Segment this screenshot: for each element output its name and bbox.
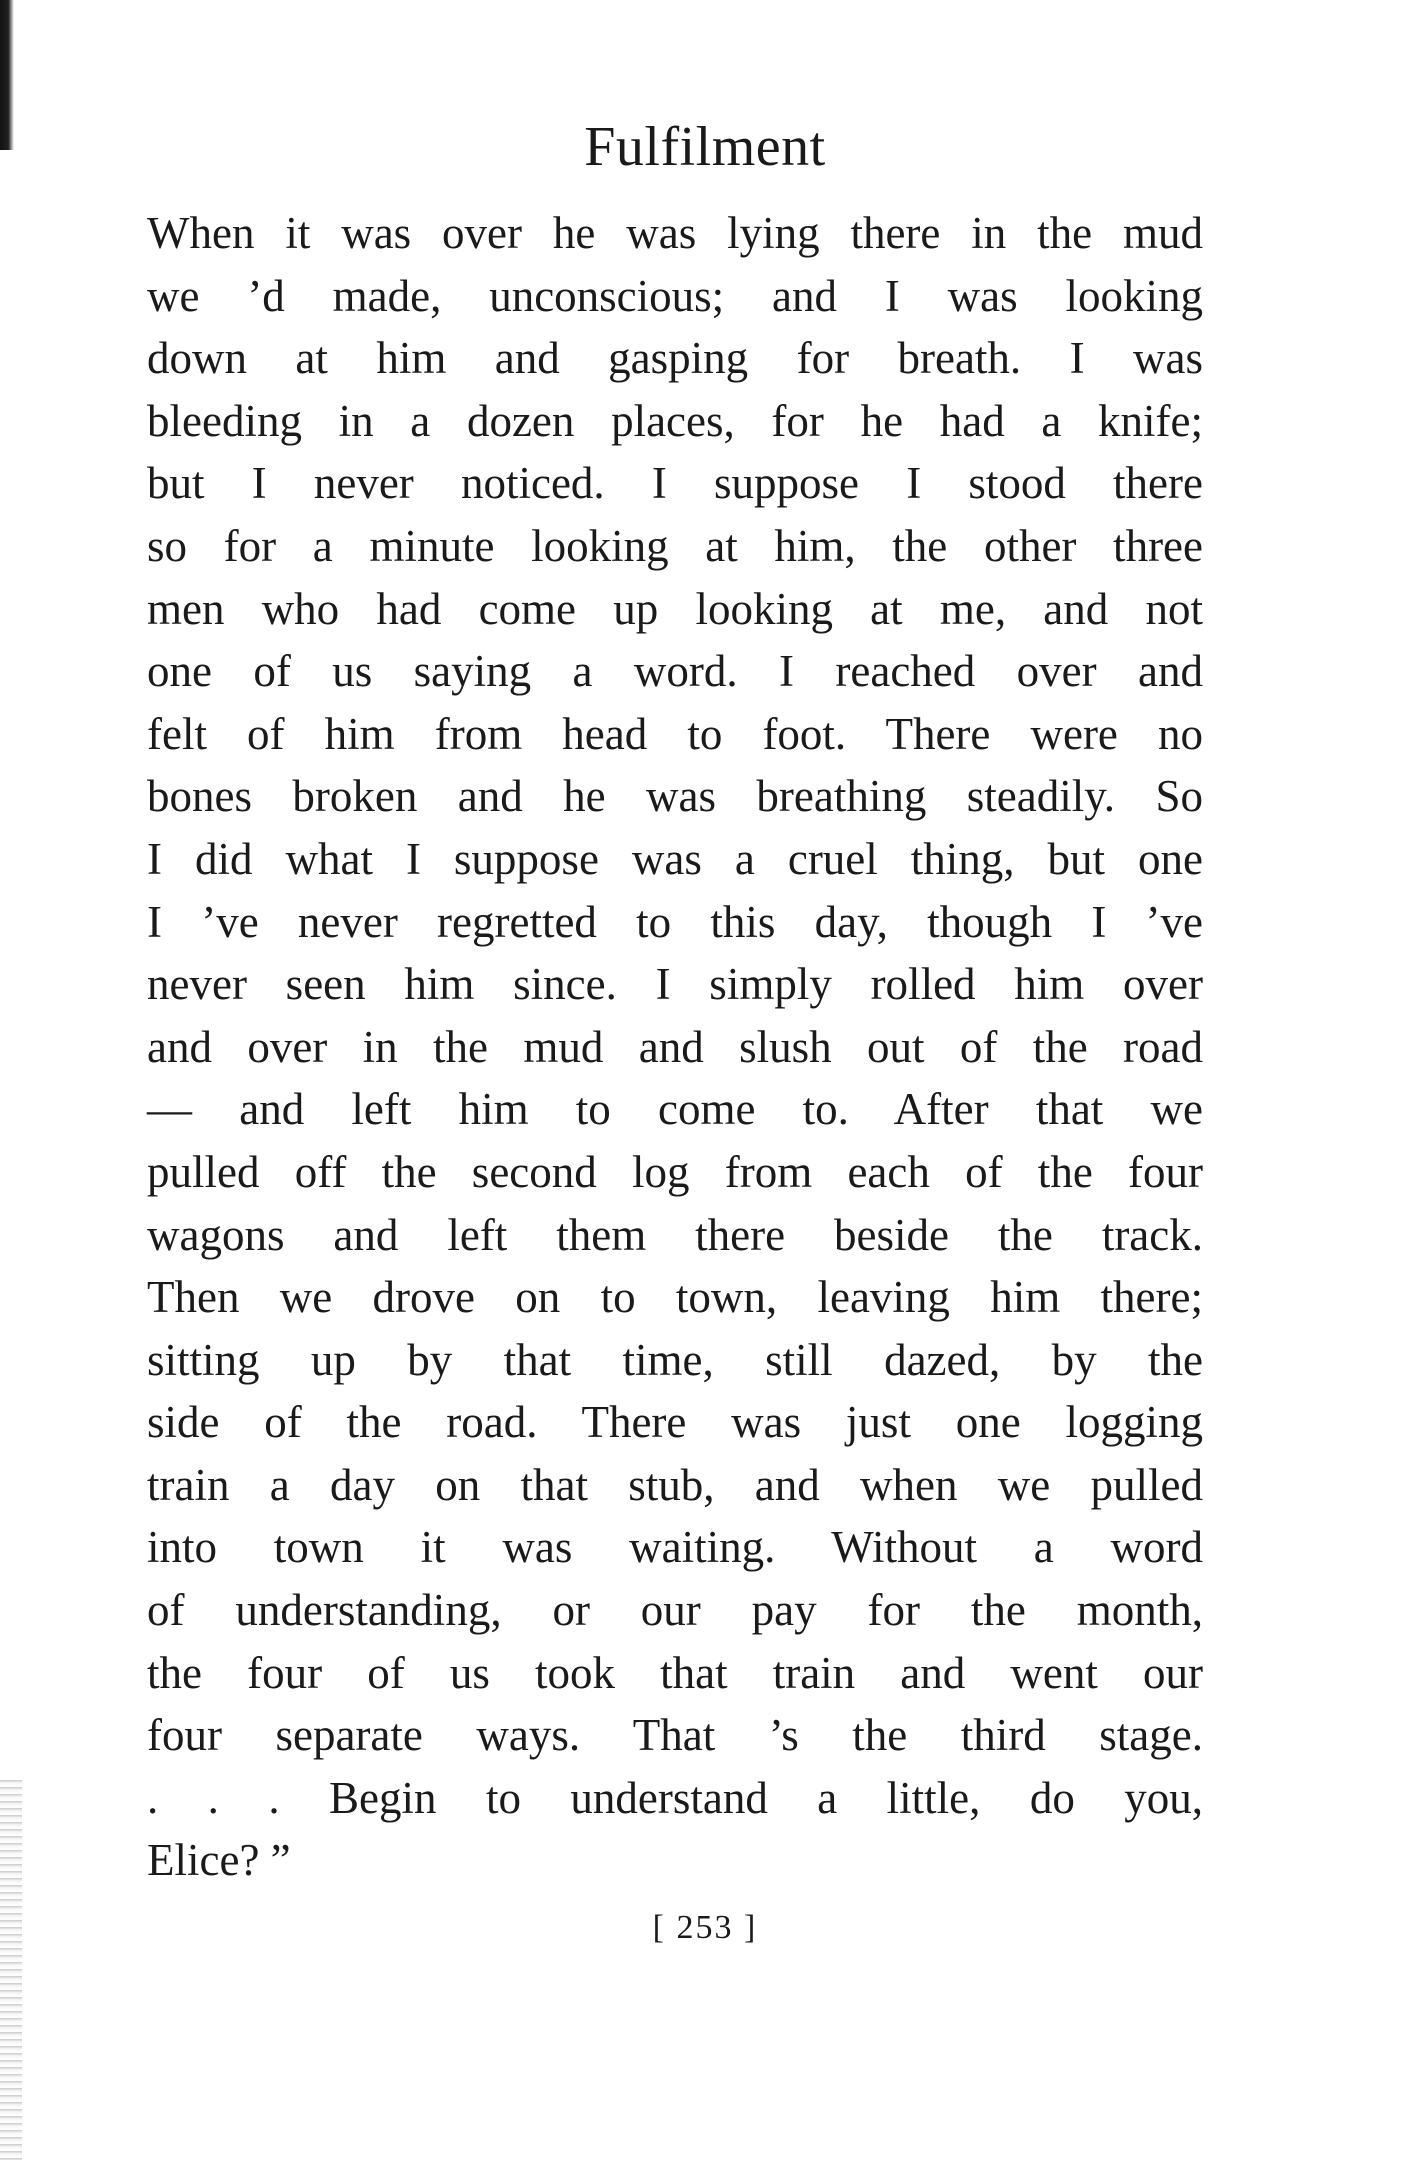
page-edge-speckle (0, 1780, 22, 2160)
text-line: the four of us took that train and went our (147, 1647, 1203, 1698)
text-line: never seen him since. I simply rolled him over (147, 959, 1203, 1010)
body-text (147, 202, 1203, 1892)
text-line: — and left him to come to. After that we (147, 1084, 1203, 1135)
text-line: but I never noticed. I suppose I stood there (147, 458, 1203, 509)
text-line: bleeding in a dozen places, for he had a knife; (147, 395, 1203, 446)
text-line: one of us saying a word. I reached over and (147, 646, 1203, 697)
text-line: When it was over he was lying there in the mud (147, 208, 1203, 258)
text-line: wagons and left them there beside the track. (147, 1209, 1203, 1260)
text-line: and over in the mud and slush out of the road (147, 1021, 1203, 1072)
text-line: down at him and gasping for breath. I was (147, 333, 1203, 384)
text-line-final: Elice? ” (147, 1835, 291, 1886)
text-line: I did what I suppose was a cruel thing, but one (147, 833, 1203, 884)
running-head: Fulfilment (584, 116, 826, 178)
text-line: of understanding, or our pay for the month, (147, 1585, 1203, 1636)
text-line: sitting up by that time, still dazed, by the (147, 1334, 1203, 1385)
text-line: men who had come up looking at me, and not (147, 583, 1203, 634)
text-line: four separate ways. That ’s the third stage. (147, 1710, 1203, 1761)
text-line: side of the road. There was just one logging (147, 1397, 1203, 1448)
text-line: bones broken and he was breathing steadily. So (147, 771, 1203, 822)
text-line: pulled off the second log from each of the four (147, 1146, 1203, 1197)
text-line: into town it was waiting. Without a word (147, 1522, 1203, 1573)
text-line: . . . Begin to understand a little, do you, (147, 1772, 1203, 1823)
text-line: train a day on that stub, and when we pulled (147, 1459, 1203, 1510)
text-line: I ’ve never regretted to this day, though I ’ve (147, 896, 1203, 947)
page-number: [ 253 ] (652, 1909, 758, 1946)
text-line: felt of him from head to foot. There were no (147, 708, 1203, 759)
text-line: so for a minute looking at him, the other three (147, 520, 1203, 571)
text-line: Then we drove on to town, leaving him there; (147, 1272, 1203, 1323)
text-line: we ’d made, unconscious; and I was looking (147, 270, 1203, 321)
